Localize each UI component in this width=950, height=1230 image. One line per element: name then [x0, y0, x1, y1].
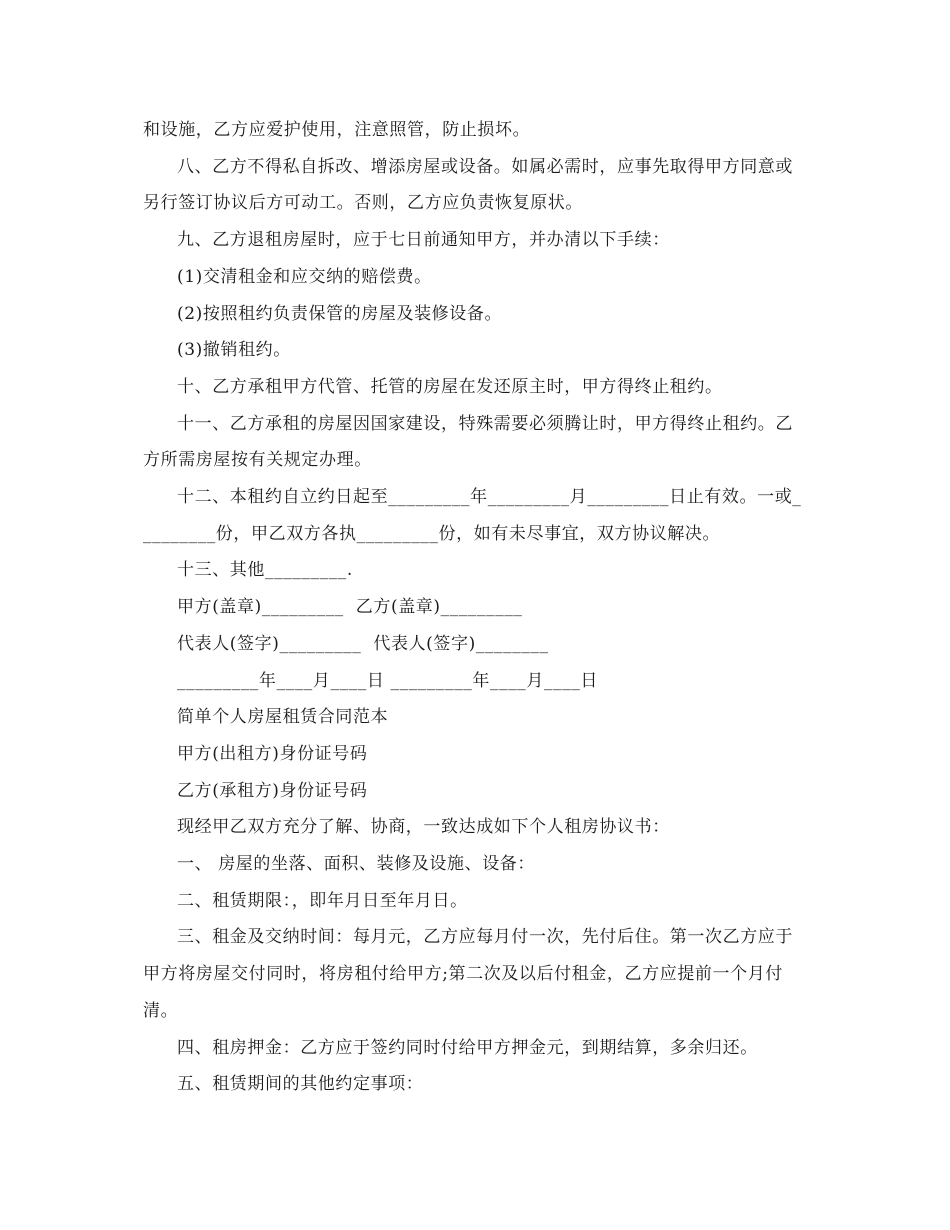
paragraph: (3)撤销租约。: [177, 340, 291, 361]
paragraph: 十、乙方承租甲方代管、托管的房屋在发还原主时，甲方得终止租约。: [177, 376, 723, 397]
paragraph: _________年____月____日 _________年____月____日: [177, 670, 599, 691]
paragraph: 十一、乙方承租的房屋因国家建设，特殊需要必须腾让时，甲方得终止租约。乙方所需房屋按有关规定办理。: [143, 413, 793, 471]
paragraph: 二、租赁期限：，即年月日至年月日。: [177, 890, 468, 911]
paragraph: (2)按照租约负责保管的房屋及装修设备。: [177, 303, 503, 324]
paragraph: 九、乙方退租房屋时，应于七日前通知甲方，并办清以下手续：: [177, 230, 670, 251]
paragraph: 十三、其他_________.: [177, 560, 353, 581]
paragraph: (1)交清租金和应交纳的赔偿费。: [177, 266, 432, 287]
paragraph: 五、租赁期间的其他约定事项：: [177, 1074, 424, 1095]
paragraph: 一、 房屋的坐落、面积、装修及设施、设备：: [177, 854, 536, 875]
paragraph: 乙方(承租方)身份证号码: [177, 780, 368, 801]
paragraph: 现经甲乙双方充分了解、协商，一致达成如下个人租房协议书：: [177, 817, 670, 838]
document-body: [143, 112, 808, 1103]
paragraph: 甲方(盖章)_________ 乙方(盖章)_________: [177, 597, 523, 618]
paragraph: 十二、本租约自立约日起至_________年_________月_________日止有效。一或_________份，甲乙双方各执_________份，如有未尽事宜，双方协议解决。: [143, 487, 802, 544]
paragraph: 三、租金及交纳时间：每月元，乙方应每月付一次，先付后住。第一次乙方应于甲方将房屋交付同时，将房租付给甲方;第二次及以后付租金，乙方应提前一个月付清。: [143, 927, 793, 1021]
paragraph: 和设施，乙方应爱护使用，注意照管，防止损坏。: [143, 120, 531, 140]
paragraph: 代表人(签字)_________ 代表人(签字)________: [177, 633, 549, 654]
paragraph: 甲方(出租方)身份证号码: [177, 743, 368, 764]
paragraph: 四、租房押金：乙方应于签约同时付给甲方押金元，到期结算，多余归还。: [177, 1037, 758, 1058]
paragraph: 八、乙方不得私自拆改、增添房屋或设备。如属必需时，应事先取得甲方同意或另行签订协议后方可动工。否则，乙方应负责恢复原状。: [143, 156, 793, 214]
paragraph: 简单个人房屋租赁合同范本: [177, 707, 389, 728]
